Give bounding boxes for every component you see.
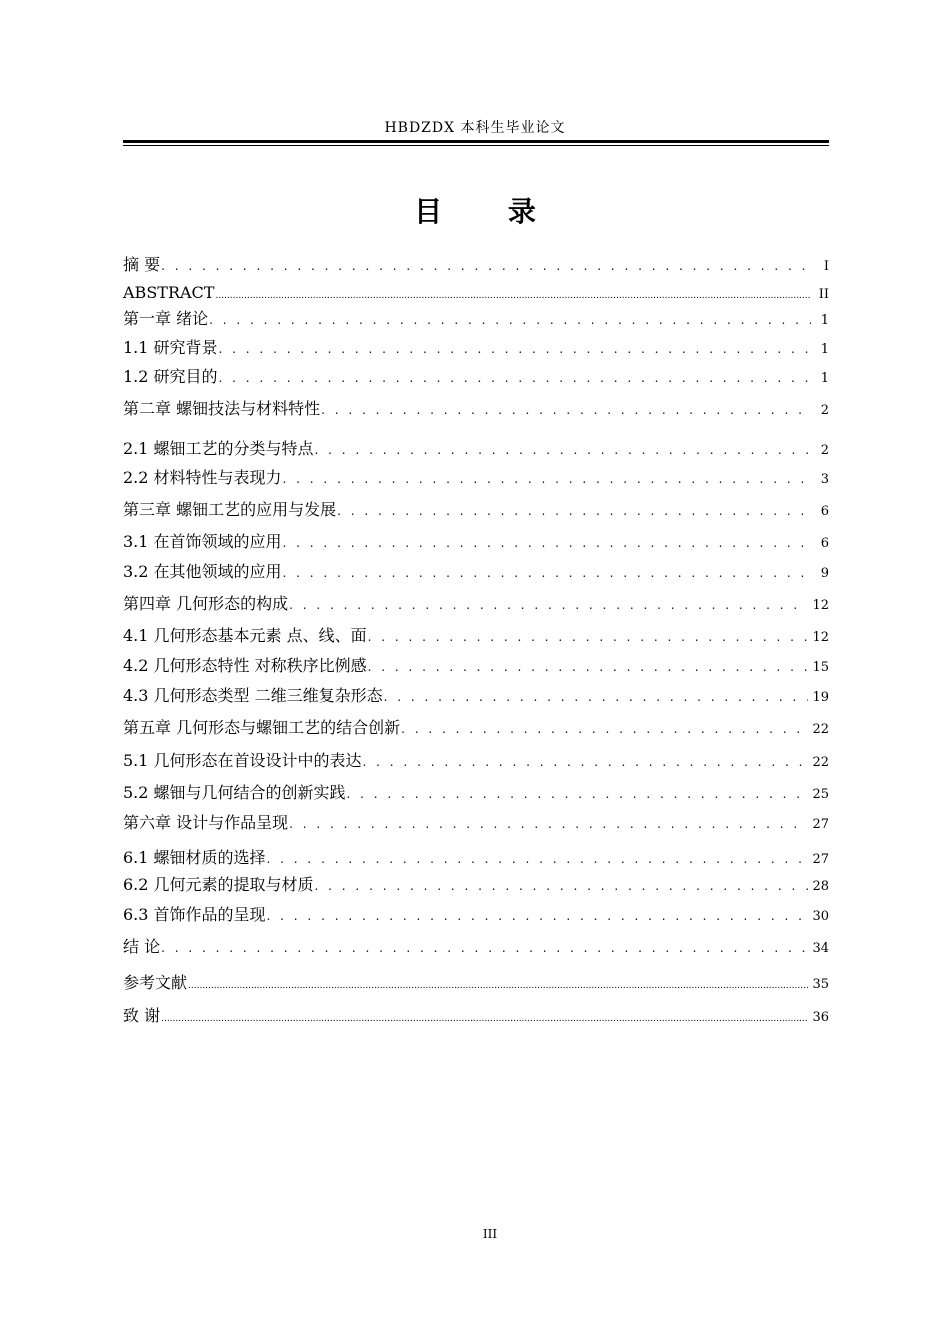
page-title: 目 录	[414, 195, 564, 228]
toc-leader-dots	[283, 563, 811, 583]
toc-entry-page: II	[818, 287, 829, 302]
toc-entry-page: 25	[812, 787, 829, 802]
toc-leader-dots	[347, 784, 809, 804]
toc-entry-label: 第五章 几何形态与螺钿工艺的结合创新	[123, 718, 401, 737]
toc-entry-page: 2	[820, 443, 829, 458]
toc-leader-dots	[368, 627, 809, 647]
toc-entry-page: 6	[820, 536, 829, 551]
toc-entry-page: 35	[812, 977, 829, 992]
toc-entry-label: 4.1 几何形态基本元素 点、线、面	[123, 626, 367, 645]
toc-entry-page: 12	[812, 598, 829, 613]
toc-leader-dots	[289, 814, 808, 834]
toc-entry-label: 2.2 材料特性与表现力	[123, 468, 282, 487]
toc-entry[interactable]	[123, 656, 829, 678]
toc-entry-page: 3	[820, 472, 829, 487]
toc-leader-dots	[219, 368, 811, 388]
toc-entry[interactable]	[123, 751, 829, 773]
toc-entry[interactable]	[123, 973, 829, 996]
toc-entry[interactable]	[123, 532, 829, 554]
toc-leader-dots	[161, 256, 811, 276]
toc-leader-dots	[368, 657, 809, 677]
toc-entry-label: 摘 要	[123, 255, 161, 274]
toc-entry-label: 4.3 几何形态类型 二维三维复杂形态	[123, 686, 383, 705]
toc-entry-page: 34	[812, 941, 829, 956]
toc-entry[interactable]	[123, 1006, 829, 1029]
toc-entry-page: 1	[820, 342, 829, 357]
toc-entry-label: 第一章 绪论	[123, 309, 209, 328]
toc-leader-dots	[215, 286, 811, 306]
toc-entry-page: 36	[812, 1010, 829, 1025]
toc-entry-page: I	[823, 259, 829, 274]
toc-entry[interactable]	[123, 439, 829, 461]
header-rule-thin	[123, 145, 829, 146]
toc-entry[interactable]	[123, 367, 829, 389]
toc-entry-label: 第四章 几何形态的构成	[123, 594, 289, 613]
toc-entry[interactable]	[123, 399, 829, 421]
toc-leader-dots	[219, 339, 811, 359]
toc-entry-label: ABSTRACT	[123, 283, 215, 302]
toc-entry-page: 9	[820, 566, 829, 581]
toc-entry[interactable]	[123, 783, 829, 805]
toc-leader-dots	[283, 469, 811, 489]
toc-entry[interactable]	[123, 937, 829, 959]
toc-entry[interactable]	[123, 594, 829, 616]
toc-entry-label: 5.2 螺钿与几何结合的创新实践	[123, 783, 346, 802]
toc-entry-page: 19	[812, 690, 829, 705]
toc-entry-label: 第六章 设计与作品呈现	[123, 813, 289, 832]
toc-entry-page: 22	[812, 755, 829, 770]
toc-entry[interactable]	[123, 309, 829, 331]
toc-entry[interactable]	[123, 686, 829, 708]
toc-entry-page: 27	[812, 852, 829, 867]
toc-entry-page: 6	[820, 504, 829, 519]
toc-leader-dots	[209, 310, 811, 330]
toc-leader-dots	[363, 752, 809, 772]
toc-entry-label: 4.2 几何形态特性 对称秩序比例感	[123, 656, 367, 675]
toc-entry[interactable]	[123, 813, 829, 835]
toc-entry[interactable]	[123, 626, 829, 648]
toc-leader-dots	[315, 440, 811, 460]
toc-leader-dots	[267, 906, 809, 926]
toc-entry-label: 6.2 几何元素的提取与材质	[123, 875, 314, 894]
toc-entry-page: 28	[812, 879, 829, 894]
toc-leader-dots	[161, 1009, 808, 1029]
toc-leader-dots	[283, 533, 811, 553]
toc-leader-dots	[337, 501, 811, 521]
toc-entry-label: 5.1 几何形态在首设设计中的表达	[123, 751, 362, 770]
toc-leader-dots	[289, 595, 808, 615]
toc-entry-page: 12	[812, 630, 829, 645]
toc-entry-label: 第二章 螺钿技法与材料特性	[123, 399, 321, 418]
toc-entry[interactable]	[123, 875, 829, 897]
toc-entry-label: 6.3 首饰作品的呈现	[123, 905, 266, 924]
toc-entry-label: 3.2 在其他领域的应用	[123, 562, 282, 581]
toc-leader-dots	[267, 849, 809, 869]
toc-entry[interactable]	[123, 905, 829, 927]
toc-entry-label: 1.1 研究背景	[123, 338, 218, 357]
toc-entry-page: 2	[820, 403, 829, 418]
toc-entry-label: 参考文献	[123, 973, 188, 992]
toc-entry[interactable]	[123, 500, 829, 522]
toc-entry-page: 22	[812, 722, 829, 737]
toc-entry-label: 致 谢	[123, 1006, 161, 1025]
toc-entry[interactable]	[123, 562, 829, 584]
toc-entry-page: 27	[812, 817, 829, 832]
toc-leader-dots	[315, 876, 809, 896]
toc-entry[interactable]	[123, 255, 829, 277]
toc-entry[interactable]	[123, 283, 829, 306]
toc-entry-label: 3.1 在首饰领域的应用	[123, 532, 282, 551]
toc-entry-page: 30	[812, 909, 829, 924]
toc-entry-label: 结 论	[123, 937, 161, 956]
toc-entry-label: 6.1 螺钿材质的选择	[123, 848, 266, 867]
toc-entry[interactable]	[123, 468, 829, 490]
toc-entry-page: 1	[820, 313, 829, 328]
toc-leader-dots	[321, 400, 811, 420]
toc-leader-dots	[384, 687, 809, 707]
toc-entry-label: 第三章 螺钿工艺的应用与发展	[123, 500, 337, 519]
toc-leader-dots	[161, 938, 808, 958]
page-number: III	[482, 1227, 498, 1241]
toc-entry[interactable]	[123, 848, 829, 870]
toc-entry[interactable]	[123, 338, 829, 360]
toc-entry-label: 2.1 螺钿工艺的分类与特点	[123, 439, 314, 458]
toc-leader-dots	[401, 719, 808, 739]
running-header: HBDZDX 本科生毕业论文	[384, 120, 566, 136]
header-rule-thick	[123, 140, 829, 143]
toc-entry-page: 15	[812, 660, 829, 675]
toc-entry-page: 1	[820, 371, 829, 386]
toc-leader-dots	[188, 976, 808, 996]
toc-entry-label: 1.2 研究目的	[123, 367, 218, 386]
toc-entry[interactable]	[123, 718, 829, 740]
